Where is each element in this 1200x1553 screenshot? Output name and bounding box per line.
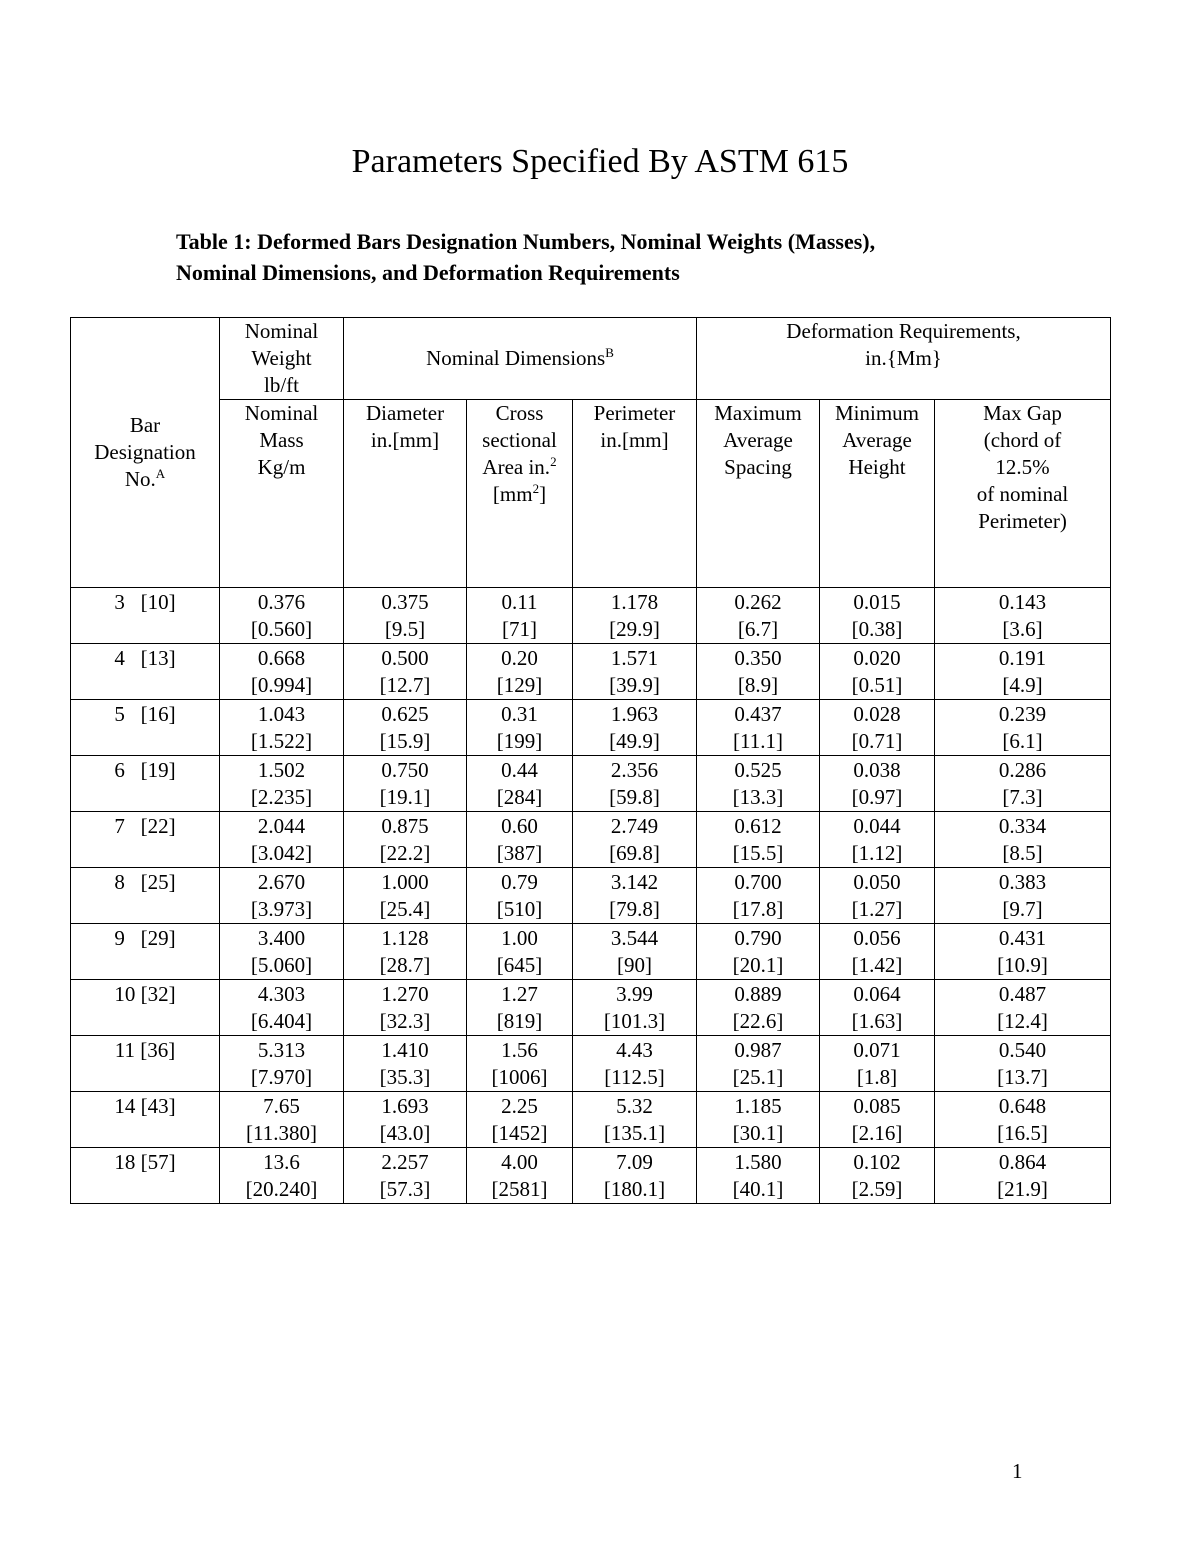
perimeter-cell (573, 980, 697, 1036)
header-nominal-mass: Nominal Mass Kg/m (220, 400, 344, 588)
value-metric: [6.404] (250, 1009, 313, 1033)
value-imperial: 2.749 (610, 814, 659, 838)
table-row (71, 700, 1111, 756)
value-metric: [0.51] (851, 673, 903, 697)
value-imperial: 1.410 (381, 1038, 429, 1062)
spacing-cell (697, 1036, 820, 1092)
value-metric: [57.3] (379, 1177, 431, 1201)
area-cell (467, 756, 573, 812)
value-imperial: 1.185 (734, 1094, 782, 1118)
value-metric: [59.8] (609, 785, 660, 809)
value-imperial: 0.239 (998, 702, 1047, 726)
area-cell (467, 588, 573, 644)
value-imperial: 5.32 (616, 1094, 653, 1118)
perimeter-cell (573, 644, 697, 700)
value-imperial: 0.889 (734, 982, 782, 1006)
value-metric: [9.5] (384, 617, 426, 641)
header-nominal-dimensions: Nominal Dimensions$^B$ (344, 318, 697, 400)
value-imperial: 2.25 (501, 1094, 538, 1118)
area-cell (467, 644, 573, 700)
value-imperial: 0.020 (853, 646, 901, 670)
value-metric: [6.7] (737, 617, 779, 641)
header-deformation-requirements: Deformation Requirements, in.{Mm} (697, 318, 1111, 400)
value-imperial: 0.191 (998, 646, 1047, 670)
page-title: Parameters Specified By ASTM 615 (351, 143, 849, 180)
value-metric: [1006] (491, 1065, 548, 1089)
spacing-cell (697, 700, 820, 756)
value-imperial: 2.257 (381, 1150, 429, 1174)
area-cell (467, 1092, 573, 1148)
value-imperial: 0.262 (734, 590, 782, 614)
header-max-average-spacing: Maximum Average Spacing (697, 400, 820, 588)
value-imperial: 2.044 (257, 814, 306, 838)
table-row (71, 924, 1111, 980)
diameter-cell (344, 924, 467, 980)
value-metric: [15.5] (732, 841, 784, 865)
diameter-cell (344, 1148, 467, 1204)
value-imperial: 0.044 (853, 814, 901, 838)
height-cell (820, 980, 935, 1036)
value-imperial: 0.987 (734, 1038, 782, 1062)
value-imperial: 0.525 (734, 758, 782, 782)
value-metric: [35.3] (379, 1065, 431, 1089)
value-metric: [0.560] (250, 617, 313, 641)
value-imperial: 0.038 (853, 758, 901, 782)
value-imperial: 1.502 (257, 758, 306, 782)
table-caption (176, 226, 1096, 288)
max-gap-cell (935, 812, 1111, 868)
area-cell (467, 700, 573, 756)
value-metric: [25.1] (732, 1065, 784, 1089)
table-row (71, 868, 1111, 924)
value-imperial: 0.500 (381, 646, 429, 670)
header-bar-designation: Bar Designation No.$^A$ (71, 318, 220, 588)
value-imperial: 0.648 (998, 1094, 1047, 1118)
perimeter-cell (573, 700, 697, 756)
table-row (71, 812, 1111, 868)
value-imperial: 0.44 (501, 758, 538, 782)
value-metric: [0.71] (851, 729, 903, 753)
value-imperial: 0.056 (853, 926, 901, 950)
height-cell (820, 756, 935, 812)
value-imperial: 13.6 (263, 1150, 300, 1174)
perimeter-cell (573, 812, 697, 868)
value-metric: [13.3] (732, 785, 784, 809)
diameter-cell (344, 588, 467, 644)
value-metric: [1.27] (851, 897, 903, 921)
area-cell (467, 868, 573, 924)
value-metric: [1.63] (851, 1009, 903, 1033)
footnote-a: A (155, 466, 166, 481)
header-perimeter: Perimeter in.[mm] (573, 400, 697, 588)
diameter-cell (344, 980, 467, 1036)
value-imperial: 7.09 (616, 1150, 653, 1174)
value-metric: [199] (496, 729, 543, 753)
nominal-weight-cell (220, 756, 344, 812)
max-gap-cell (935, 644, 1111, 700)
height-cell (820, 1148, 935, 1204)
value-imperial: 0.334 (998, 814, 1047, 838)
value-metric: [20.1] (732, 953, 784, 977)
diameter-cell (344, 644, 467, 700)
value-metric: [11.1] (733, 729, 783, 753)
value-metric: [90] (617, 953, 652, 977)
value-metric: [5.060] (250, 953, 313, 977)
value-metric: [19.1] (379, 785, 431, 809)
spacing-cell (697, 980, 820, 1036)
table-row (71, 1148, 1111, 1204)
value-imperial: 1.128 (381, 926, 429, 950)
height-cell (820, 700, 935, 756)
caption-line-2: Nominal Dimensions, and Deformation Requirements (176, 260, 680, 285)
value-metric: [22.2] (379, 841, 431, 865)
value-metric: [15.9] (379, 729, 431, 753)
value-metric: [10.9] (997, 953, 1048, 977)
value-metric: [819] (496, 1009, 543, 1033)
bar-designation-cell: 14 [43] (71, 1092, 220, 1148)
value-metric: [135.1] (603, 1121, 666, 1145)
value-metric: [6.1] (1002, 729, 1043, 753)
value-metric: [180.1] (603, 1177, 666, 1201)
value-imperial: 0.350 (734, 646, 782, 670)
value-imperial: 0.383 (998, 870, 1047, 894)
value-metric: [101.3] (603, 1009, 666, 1033)
max-gap-cell (935, 1148, 1111, 1204)
spacing-cell (697, 756, 820, 812)
value-metric: [8.5] (1002, 841, 1043, 865)
value-metric: [32.3] (379, 1009, 431, 1033)
value-metric: [16.5] (997, 1121, 1048, 1145)
value-imperial: 0.375 (381, 590, 429, 614)
value-imperial: 0.376 (257, 590, 306, 614)
value-metric: [12.4] (997, 1009, 1048, 1033)
value-imperial: 0.31 (501, 702, 538, 726)
value-imperial: 1.00 (501, 926, 538, 950)
value-imperial: 1.27 (501, 982, 538, 1006)
value-metric: [510] (496, 897, 543, 921)
value-imperial: 5.313 (257, 1038, 306, 1062)
value-metric: [11.380] (246, 1121, 317, 1145)
height-cell (820, 868, 935, 924)
value-imperial: 0.79 (501, 870, 538, 894)
bar-designation-cell: 11 [36] (71, 1036, 220, 1092)
nominal-weight-cell (220, 812, 344, 868)
value-imperial: 0.750 (381, 758, 429, 782)
perimeter-cell (573, 1148, 697, 1204)
area-cell (467, 812, 573, 868)
value-imperial: 3.400 (257, 926, 306, 950)
value-metric: [7.3] (1002, 785, 1043, 809)
value-imperial: 0.437 (734, 702, 782, 726)
value-imperial: 0.050 (853, 870, 901, 894)
nominal-weight-cell (220, 980, 344, 1036)
value-metric: [2.235] (250, 785, 313, 809)
perimeter-cell (573, 1092, 697, 1148)
value-imperial: 0.071 (853, 1038, 901, 1062)
max-gap-cell (935, 980, 1111, 1036)
header-min-average-height: Minimum Average Height (820, 400, 935, 588)
bar-designation-cell: 3 [10] (71, 588, 220, 644)
page-number: 1 (1012, 1459, 1023, 1483)
value-metric: [1.522] (250, 729, 313, 753)
value-imperial: 0.11 (501, 590, 538, 614)
value-metric: [2.16] (851, 1121, 903, 1145)
nominal-weight-cell (220, 924, 344, 980)
spacing-cell (697, 812, 820, 868)
value-imperial: 0.790 (734, 926, 782, 950)
caption-line-1: Table 1: Deformed Bars Designation Numbers, Nominal Weights (Masses), (176, 229, 876, 254)
value-imperial: 4.00 (501, 1150, 538, 1174)
value-imperial: 3.99 (616, 982, 653, 1006)
value-metric: [25.4] (379, 897, 431, 921)
table-row (71, 644, 1111, 700)
bar-designation-cell: 8 [25] (71, 868, 220, 924)
value-imperial: 0.064 (853, 982, 901, 1006)
value-imperial: 1.000 (381, 870, 429, 894)
value-imperial: 4.43 (616, 1038, 653, 1062)
value-imperial: 0.102 (853, 1150, 901, 1174)
value-metric: [13.7] (997, 1065, 1048, 1089)
max-gap-cell (935, 868, 1111, 924)
spacing-cell (697, 1148, 820, 1204)
area-cell (467, 1036, 573, 1092)
height-cell (820, 644, 935, 700)
value-metric: [0.97] (851, 785, 903, 809)
value-metric: [3.042] (250, 841, 313, 865)
value-metric: [4.9] (1002, 673, 1043, 697)
max-gap-cell (935, 588, 1111, 644)
spacing-cell (697, 588, 820, 644)
bar-designation-cell: 6 [19] (71, 756, 220, 812)
value-imperial: 1.580 (734, 1150, 782, 1174)
value-metric: [3.973] (250, 897, 313, 921)
bar-designation-cell: 7 [22] (71, 812, 220, 868)
value-metric: [7.970] (250, 1065, 313, 1089)
header-cross-sectional-area: Cross sectional Area in.$^2$ $[mm^2]$ (467, 400, 573, 588)
value-metric: [1452] (491, 1121, 548, 1145)
diameter-cell (344, 868, 467, 924)
bar-designation-cell: 9 [29] (71, 924, 220, 980)
bar-designation-cell: 4 [13] (71, 644, 220, 700)
max-gap-cell (935, 756, 1111, 812)
value-metric: [387] (496, 841, 543, 865)
nominal-weight-cell (220, 1148, 344, 1204)
value-metric: [1.42] (851, 953, 903, 977)
nominal-weight-cell (220, 644, 344, 700)
value-metric: [79.8] (609, 897, 660, 921)
value-imperial: 1.571 (610, 646, 659, 670)
value-imperial: 0.487 (998, 982, 1047, 1006)
value-metric: [28.7] (379, 953, 431, 977)
value-metric: [20.240] (245, 1177, 318, 1201)
value-imperial: 2.356 (610, 758, 659, 782)
value-imperial: 1.693 (381, 1094, 429, 1118)
value-metric: [284] (496, 785, 543, 809)
value-imperial: 0.60 (501, 814, 538, 838)
max-gap-cell (935, 700, 1111, 756)
max-gap-cell (935, 1092, 1111, 1148)
diameter-cell (344, 812, 467, 868)
value-metric: [69.8] (609, 841, 660, 865)
value-metric: [2.59] (851, 1177, 903, 1201)
value-imperial: 2.670 (257, 870, 306, 894)
value-imperial: 0.668 (257, 646, 306, 670)
table-row (71, 756, 1111, 812)
perimeter-cell (573, 868, 697, 924)
value-metric: [30.1] (732, 1121, 784, 1145)
value-metric: [129] (496, 673, 543, 697)
value-imperial: 0.612 (734, 814, 782, 838)
table-body (71, 588, 1111, 1204)
value-metric: [3.6] (1002, 617, 1043, 641)
header-max-gap: Max Gap (chord of 12.5% of nominal Perimeter) (935, 400, 1111, 588)
value-metric: [22.6] (732, 1009, 784, 1033)
nominal-weight-cell (220, 868, 344, 924)
value-metric: [0.994] (250, 673, 313, 697)
nominal-weight-cell (220, 1036, 344, 1092)
perimeter-cell (573, 588, 697, 644)
value-metric: [9.7] (1002, 897, 1043, 921)
value-metric: [71] (502, 617, 537, 641)
header-nominal-weight: Nominal Weight lb/ft (220, 318, 344, 400)
height-cell (820, 1092, 935, 1148)
diameter-cell (344, 756, 467, 812)
max-gap-cell (935, 924, 1111, 980)
spacing-cell (697, 924, 820, 980)
height-cell (820, 1036, 935, 1092)
table-row (71, 1092, 1111, 1148)
area-cell (467, 924, 573, 980)
perimeter-cell (573, 756, 697, 812)
max-gap-cell (935, 1036, 1111, 1092)
footnote-b: B (605, 345, 614, 360)
table-header (71, 318, 1111, 588)
nominal-weight-cell (220, 588, 344, 644)
spacing-cell (697, 1092, 820, 1148)
value-imperial: 1.56 (501, 1038, 538, 1062)
value-imperial: 7.65 (263, 1094, 300, 1118)
value-imperial: 0.875 (381, 814, 429, 838)
height-cell (820, 924, 935, 980)
bar-spec-table (70, 317, 1111, 1204)
value-metric: [43.0] (379, 1121, 431, 1145)
perimeter-cell (573, 1036, 697, 1092)
value-imperial: 3.142 (610, 870, 659, 894)
bar-designation-cell: 5 [16] (71, 700, 220, 756)
value-imperial: 0.540 (998, 1038, 1047, 1062)
value-imperial: 0.028 (853, 702, 901, 726)
value-metric: [1.8] (856, 1065, 898, 1089)
value-imperial: 0.700 (734, 870, 782, 894)
value-imperial: 0.864 (998, 1150, 1047, 1174)
area-cell (467, 1148, 573, 1204)
value-imperial: 0.625 (381, 702, 429, 726)
value-imperial: 0.015 (853, 590, 901, 614)
value-metric: [29.9] (609, 617, 660, 641)
table-row (71, 588, 1111, 644)
value-metric: [1.12] (851, 841, 903, 865)
value-imperial: 0.20 (501, 646, 538, 670)
table-row (71, 1036, 1111, 1092)
value-metric: [39.9] (609, 673, 660, 697)
diameter-cell (344, 1092, 467, 1148)
nominal-weight-cell (220, 1092, 344, 1148)
value-imperial: 3.544 (610, 926, 659, 950)
value-imperial: 0.085 (853, 1094, 901, 1118)
height-cell (820, 588, 935, 644)
diameter-cell (344, 700, 467, 756)
value-imperial: 0.143 (998, 590, 1047, 614)
spacing-cell (697, 644, 820, 700)
value-metric: [21.9] (997, 1177, 1048, 1201)
spacing-cell (697, 868, 820, 924)
diameter-cell (344, 1036, 467, 1092)
value-metric: [112.5] (604, 1065, 665, 1089)
value-metric: [49.9] (609, 729, 660, 753)
table-row (71, 980, 1111, 1036)
area-cell (467, 980, 573, 1036)
value-imperial: 4.303 (257, 982, 306, 1006)
bar-designation-cell: 10 [32] (71, 980, 220, 1036)
value-imperial: 1.043 (257, 702, 306, 726)
value-imperial: 0.431 (998, 926, 1047, 950)
perimeter-cell (573, 924, 697, 980)
value-metric: [645] (496, 953, 543, 977)
header-diameter: Diameter in.[mm] (344, 400, 467, 588)
value-metric: [2581] (491, 1177, 548, 1201)
value-metric: [40.1] (732, 1177, 784, 1201)
value-metric: [8.9] (737, 673, 779, 697)
value-metric: [0.38] (851, 617, 903, 641)
value-imperial: 1.270 (381, 982, 429, 1006)
nominal-weight-cell (220, 700, 344, 756)
value-imperial: 0.286 (998, 758, 1047, 782)
height-cell (820, 812, 935, 868)
bar-designation-cell: 18 [57] (71, 1148, 220, 1204)
value-metric: [17.8] (732, 897, 784, 921)
value-metric: [12.7] (379, 673, 431, 697)
value-imperial: 1.963 (610, 702, 659, 726)
value-imperial: 1.178 (610, 590, 659, 614)
